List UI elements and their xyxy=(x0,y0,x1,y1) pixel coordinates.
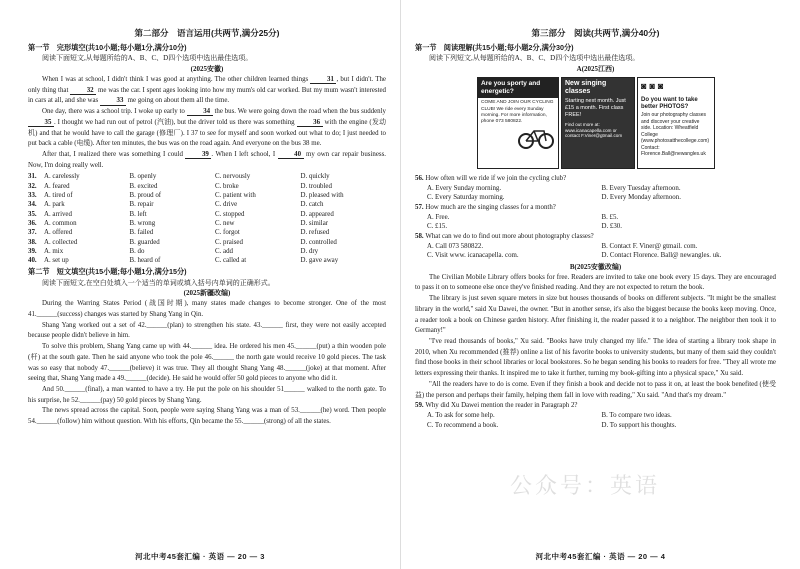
option-b: B. proud of xyxy=(129,191,162,199)
option-b: B. repair xyxy=(129,201,154,209)
cloze-blank: 31 xyxy=(310,76,336,84)
question-options xyxy=(415,242,776,261)
option-d: D. refused xyxy=(300,229,330,237)
question xyxy=(415,174,776,184)
cloze-paragraph: After that, I realized there was something I could 39 . When I left school, I 40 my own car repair business. Now, I'm doing really well. xyxy=(28,150,386,169)
question-number: 33. xyxy=(28,191,37,199)
option-a: A. arrived xyxy=(44,210,72,218)
passage-b-paragraph: The library is just seven square meters in size but houses thousands of books on different subjects. "It might be the smallest library in the world," said Xu Dawei, the owner. "But in another sense, it's also the biggest because the books keep moving. Once, a reader took a book on Chinese garden history. After finishing it, the reader passed it to a neighbor. The neighbor then took it to Germany!" xyxy=(415,295,776,335)
option-d: D. similar xyxy=(300,219,329,227)
option-b: B. Contact F. Viner@ gtmail. com. xyxy=(601,242,698,250)
option-d: D. pleased with xyxy=(300,191,344,199)
passage-b-label: B(2025安徽改编) xyxy=(569,262,622,271)
option-b: B. wrong xyxy=(129,219,156,227)
question-options xyxy=(415,213,776,232)
cycling-club-ad xyxy=(477,77,559,169)
cloze-blank: 32 xyxy=(70,87,96,95)
option-b: B. failed xyxy=(129,229,154,237)
option-b: B. £5. xyxy=(601,213,619,221)
option-a: A. carelessly xyxy=(44,173,80,181)
fill-paragraph: During the Warring States Period (战国时期), many states made changes to become stronger. One of the most 41.______(success) changes was started by Shang Yang in Qin. xyxy=(28,300,386,319)
option-a: A. tired of xyxy=(44,191,73,199)
cycling-ad-heading: Are you sporty and energetic? xyxy=(478,78,558,98)
option-c: C. patient with xyxy=(215,191,256,199)
photography-ad xyxy=(637,77,715,169)
passage-b-paragraph: "All the readers have to do is come. Even if they finish a book and decide not to pass it on, at least the book benefited (使受益) the person and perhaps their family, helping them fall in love with reading," Xu said. "And that's my dream." xyxy=(415,380,776,399)
camera-icon: ◙ xyxy=(641,81,647,92)
option-b: B. guarded xyxy=(129,238,160,246)
option-a: A. common xyxy=(44,219,77,227)
singing-ad-heading: New singing classes xyxy=(565,80,607,96)
cloze-source: (2025安徽) xyxy=(190,65,224,74)
option-d: D. quickly xyxy=(300,173,330,181)
fill-paragraph: To solve this problem, Shang Yang came up with 44.______ idea. He ordered his men 45.______(put) a thin wooden pole (杆) at the south gate. Then he said anyone who took the pole 46.______ the north gate would receive 10 gold pieces. The task was so easy that nobody 47.______(believe) it was true. They all thought Shang Yang 48.______(joke) at that moment. After seeing that, Shang Yang made a 49.______(decide). He said he would offer 50 gold pieces to anyone who did it. xyxy=(28,343,386,383)
option-d: D. appeared xyxy=(300,210,334,218)
cloze-option-row xyxy=(28,247,386,256)
option-c: C. new xyxy=(215,219,235,227)
option-c: C. broke xyxy=(215,182,239,190)
option-a: A. set up xyxy=(44,257,69,265)
cloze-blank: 39 xyxy=(185,151,211,159)
section-title-language-use: 第二部分 语言运用(共两节,满分25分) xyxy=(134,28,280,38)
photo-ad-heading: Do you want to take better PHOTOS? xyxy=(641,96,698,111)
question xyxy=(415,203,776,213)
question-options xyxy=(415,184,776,203)
section-title-reading: 第三部分 阅读(共两节,满分40分) xyxy=(531,28,660,38)
question-number: 35. xyxy=(28,210,37,218)
option-c: C. called at xyxy=(215,257,247,265)
question-text: Why did Xu Dawei mention the reader in Paragraph 2? xyxy=(425,402,578,410)
passage-b-questions xyxy=(415,401,776,430)
option-c: C. To recommend a book. xyxy=(427,421,499,429)
option-a: A. To ask for some help. xyxy=(427,411,495,419)
passage-a-label: A(2025江西) xyxy=(576,65,615,74)
cloze-blank: 34 xyxy=(187,108,213,116)
cloze-paragraph: One day, there was a school trip. I woke up early to 34 the bus. We were going down the road when the bus suddenly 35 . I thought we had run out of petrol (汽油), but the driver told us there was something 36 with the engine (发动机) and that he would have to call the garage (修理厂). I 37 to see for myself and soon worked out what to do; I just needed to put back a cable (电缆). After ten minutes, the bus was on the road again. And everyone on the bus 38 me. xyxy=(28,108,386,148)
option-b: B. To compare two ideas. xyxy=(601,411,672,419)
cloze-blank: 40 xyxy=(278,151,304,159)
cycling-ad-body: COME AND JOIN OUR CYCLING CLUB! We ride every Sunday morning. For more information, phone 073 580822. xyxy=(481,100,554,124)
singing-ad-body: Starting next month. Just £15 a month. First class FREE! xyxy=(565,98,626,119)
camera-icon: ◙ xyxy=(657,81,664,92)
singing-ad-contact: Find out more at: www.icanacapella.com or contact F.Viner@gtmail.com xyxy=(565,121,623,139)
right-footer: 河北中考45套汇编 · 英语 — 20 — 4 xyxy=(535,552,666,562)
cloze-option-row xyxy=(28,210,386,219)
cloze-options xyxy=(28,172,386,265)
left-footer: 河北中考45套汇编 · 英语 — 20 — 3 xyxy=(135,552,265,562)
question-number: 36. xyxy=(28,219,37,227)
reading-instructions: 阅读下列短文,从每题所给的A、B、C、D四个选项中选出最佳选项。 xyxy=(429,54,640,63)
question-number: 58. xyxy=(415,232,426,240)
option-b: B. openly xyxy=(129,173,157,181)
fill-paragraph: Shang Yang worked out a set of 42.______(plan) to strengthen his state. 43.______ first, they were not easily accepted because people didn't believe in him. xyxy=(28,321,386,340)
question-number: 59. xyxy=(415,402,426,410)
option-c: C. stopped xyxy=(215,210,245,218)
cloze-option-row xyxy=(28,172,386,181)
question-number: 40. xyxy=(28,257,37,265)
option-b: B. excited xyxy=(129,182,158,190)
option-b: B. Every Tuesday afternoon. xyxy=(601,184,681,192)
passage-a-questions xyxy=(415,174,776,261)
fill-instructions: 阅读下面短文,在空白处填入一个适当的单词或填入括号内单词的正确形式。 xyxy=(42,278,275,287)
option-b: B. do xyxy=(129,247,145,255)
option-c: C. drive xyxy=(215,201,238,209)
passage-b-paragraph: "I've read thousands of books," Xu said. "Books have truly changed my life." The idea of starting a library took shape in 2010, when Xu recommended (推荐) online a list of his favorite books to university students, but many of them said they couldn't find those books in their school libraries or local bookstores. So he began sending his books to readers for free. "They all wrote me letters expressing their thanks. It inspired me to take it further, turning my book-gifting into a physical space," Xu said. xyxy=(415,337,776,378)
option-c: C. Every Saturday morning. xyxy=(427,194,505,202)
option-b: B. left xyxy=(129,210,147,218)
option-d: D. dry xyxy=(300,247,319,255)
option-d: D. catch xyxy=(300,201,324,209)
option-c: C. Visit www. icanacapella. com. xyxy=(427,252,519,260)
cloze-part-title: 第一节 完形填空(共10小题;每小题1分,满分10分) xyxy=(28,43,187,53)
cloze-instructions: 阅读下面短文,从每题所给的A、B、C、D四个选项中选出最佳选项。 xyxy=(42,54,253,63)
option-a: A. mix xyxy=(44,247,64,255)
cloze-option-row xyxy=(28,256,386,265)
photo-ad-body: Join our photography classes and discover your creative side. Location: Wheatfield College (www.photosatthecollege.com) Contact: Florence.Ball@newangles.uk xyxy=(641,112,710,158)
camera-icon: ◙ xyxy=(649,81,655,92)
question-text: What can we do to find out more about photography classes? xyxy=(425,232,594,240)
question-number: 39. xyxy=(28,247,37,255)
question-number: 34. xyxy=(28,201,37,209)
option-d: D. Every Monday afternoon. xyxy=(601,194,681,202)
option-d: D. controlled xyxy=(300,238,337,246)
question-options xyxy=(415,411,776,430)
advertisements xyxy=(415,77,776,171)
watermark: 公众号：英语 xyxy=(510,474,661,499)
option-c: C. add xyxy=(215,247,233,255)
option-a: A. Every Sunday morning. xyxy=(427,184,502,192)
option-a: A. Call 073 580822. xyxy=(427,242,484,250)
cloze-option-row xyxy=(28,219,386,228)
cloze-option-row xyxy=(28,200,386,209)
cloze-blank: 33 xyxy=(100,97,126,105)
option-d: D. To support his thoughts. xyxy=(601,421,677,429)
option-a: A. Free. xyxy=(427,213,450,221)
option-c: C. nervously xyxy=(215,173,251,181)
question-text: How often will we ride if we join the cycling club? xyxy=(425,175,567,183)
option-d: D. Contact Florence. Ball@ newangles. uk. xyxy=(601,252,722,260)
question-number: 37. xyxy=(28,229,37,237)
question-number: 56. xyxy=(415,175,426,183)
fill-passage xyxy=(28,299,386,427)
option-c: C. £15. xyxy=(427,223,448,231)
option-b: B. heard of xyxy=(129,257,161,265)
question-number: 57. xyxy=(415,203,426,211)
fill-paragraph: The news spread across the capital. Soon, people were saying Shang Yang was a man of 53.______(he) word. Then people 54.______(follow) him without question. With his efforts, Qin became the 55.______(strong) of all the states. xyxy=(28,407,386,426)
passage-b-paragraph: The Civilian Mobile Library offers books for free. Readers are invited to take one book every 15 days. They are encouraged to pass it on to someone else once they've finished reading. And they are not expected to return the book. xyxy=(415,273,776,292)
question xyxy=(415,401,776,411)
reading-part-title: 第一节 阅读理解(共15小题;每小题2分,满分30分) xyxy=(415,43,574,53)
cloze-option-row xyxy=(28,182,386,191)
question-number: 31. xyxy=(28,173,37,181)
bicycle-icon xyxy=(516,127,556,149)
cloze-paragraph: When I was at school, I didn't think I was good at anything. The other children learned things 31 , but I didn't. The only thing that 32 me was the car. I spent ages looking into how my mum's old car worked. But my mum wasn't interested in cars at all, and she was 33 me going on about them all the time. xyxy=(28,76,386,105)
fill-paragraph: And 50.______(final), a man wanted to have a try. He put the pole on his shoulder 51______ walked to the north gate. To his surprise, he 52.______(pay) 50 gold pieces by Shang Yang. xyxy=(28,385,386,404)
option-d: D. £30. xyxy=(601,223,622,231)
option-a: A. offered xyxy=(44,229,73,237)
option-c: C. forgot xyxy=(215,229,240,237)
camera-icons xyxy=(638,78,714,96)
cloze-option-row xyxy=(28,228,386,237)
question-number: 32. xyxy=(28,182,37,190)
option-d: D. troubled xyxy=(300,182,332,190)
option-a: A. feared xyxy=(44,182,70,190)
fill-part-title: 第二节 短文填空(共15小题;每小题1分,满分15分) xyxy=(28,267,187,277)
option-d: D. gave away xyxy=(300,257,339,265)
question-text: How much are the singing classes for a month? xyxy=(425,203,556,211)
passage-b-text xyxy=(415,273,776,401)
fill-source: (2025新疆改编) xyxy=(183,289,231,298)
option-a: A. collected xyxy=(44,238,78,246)
cloze-blank: 36 xyxy=(297,119,323,127)
option-a: A. park xyxy=(44,201,65,209)
option-c: C. praised xyxy=(215,238,243,246)
question-number: 38. xyxy=(28,238,37,246)
singing-classes-ad xyxy=(561,77,635,169)
cloze-option-row xyxy=(28,191,386,200)
cloze-passage xyxy=(28,75,386,171)
cloze-option-row xyxy=(28,238,386,247)
question xyxy=(415,232,776,242)
cloze-blank: 35 xyxy=(28,119,54,127)
